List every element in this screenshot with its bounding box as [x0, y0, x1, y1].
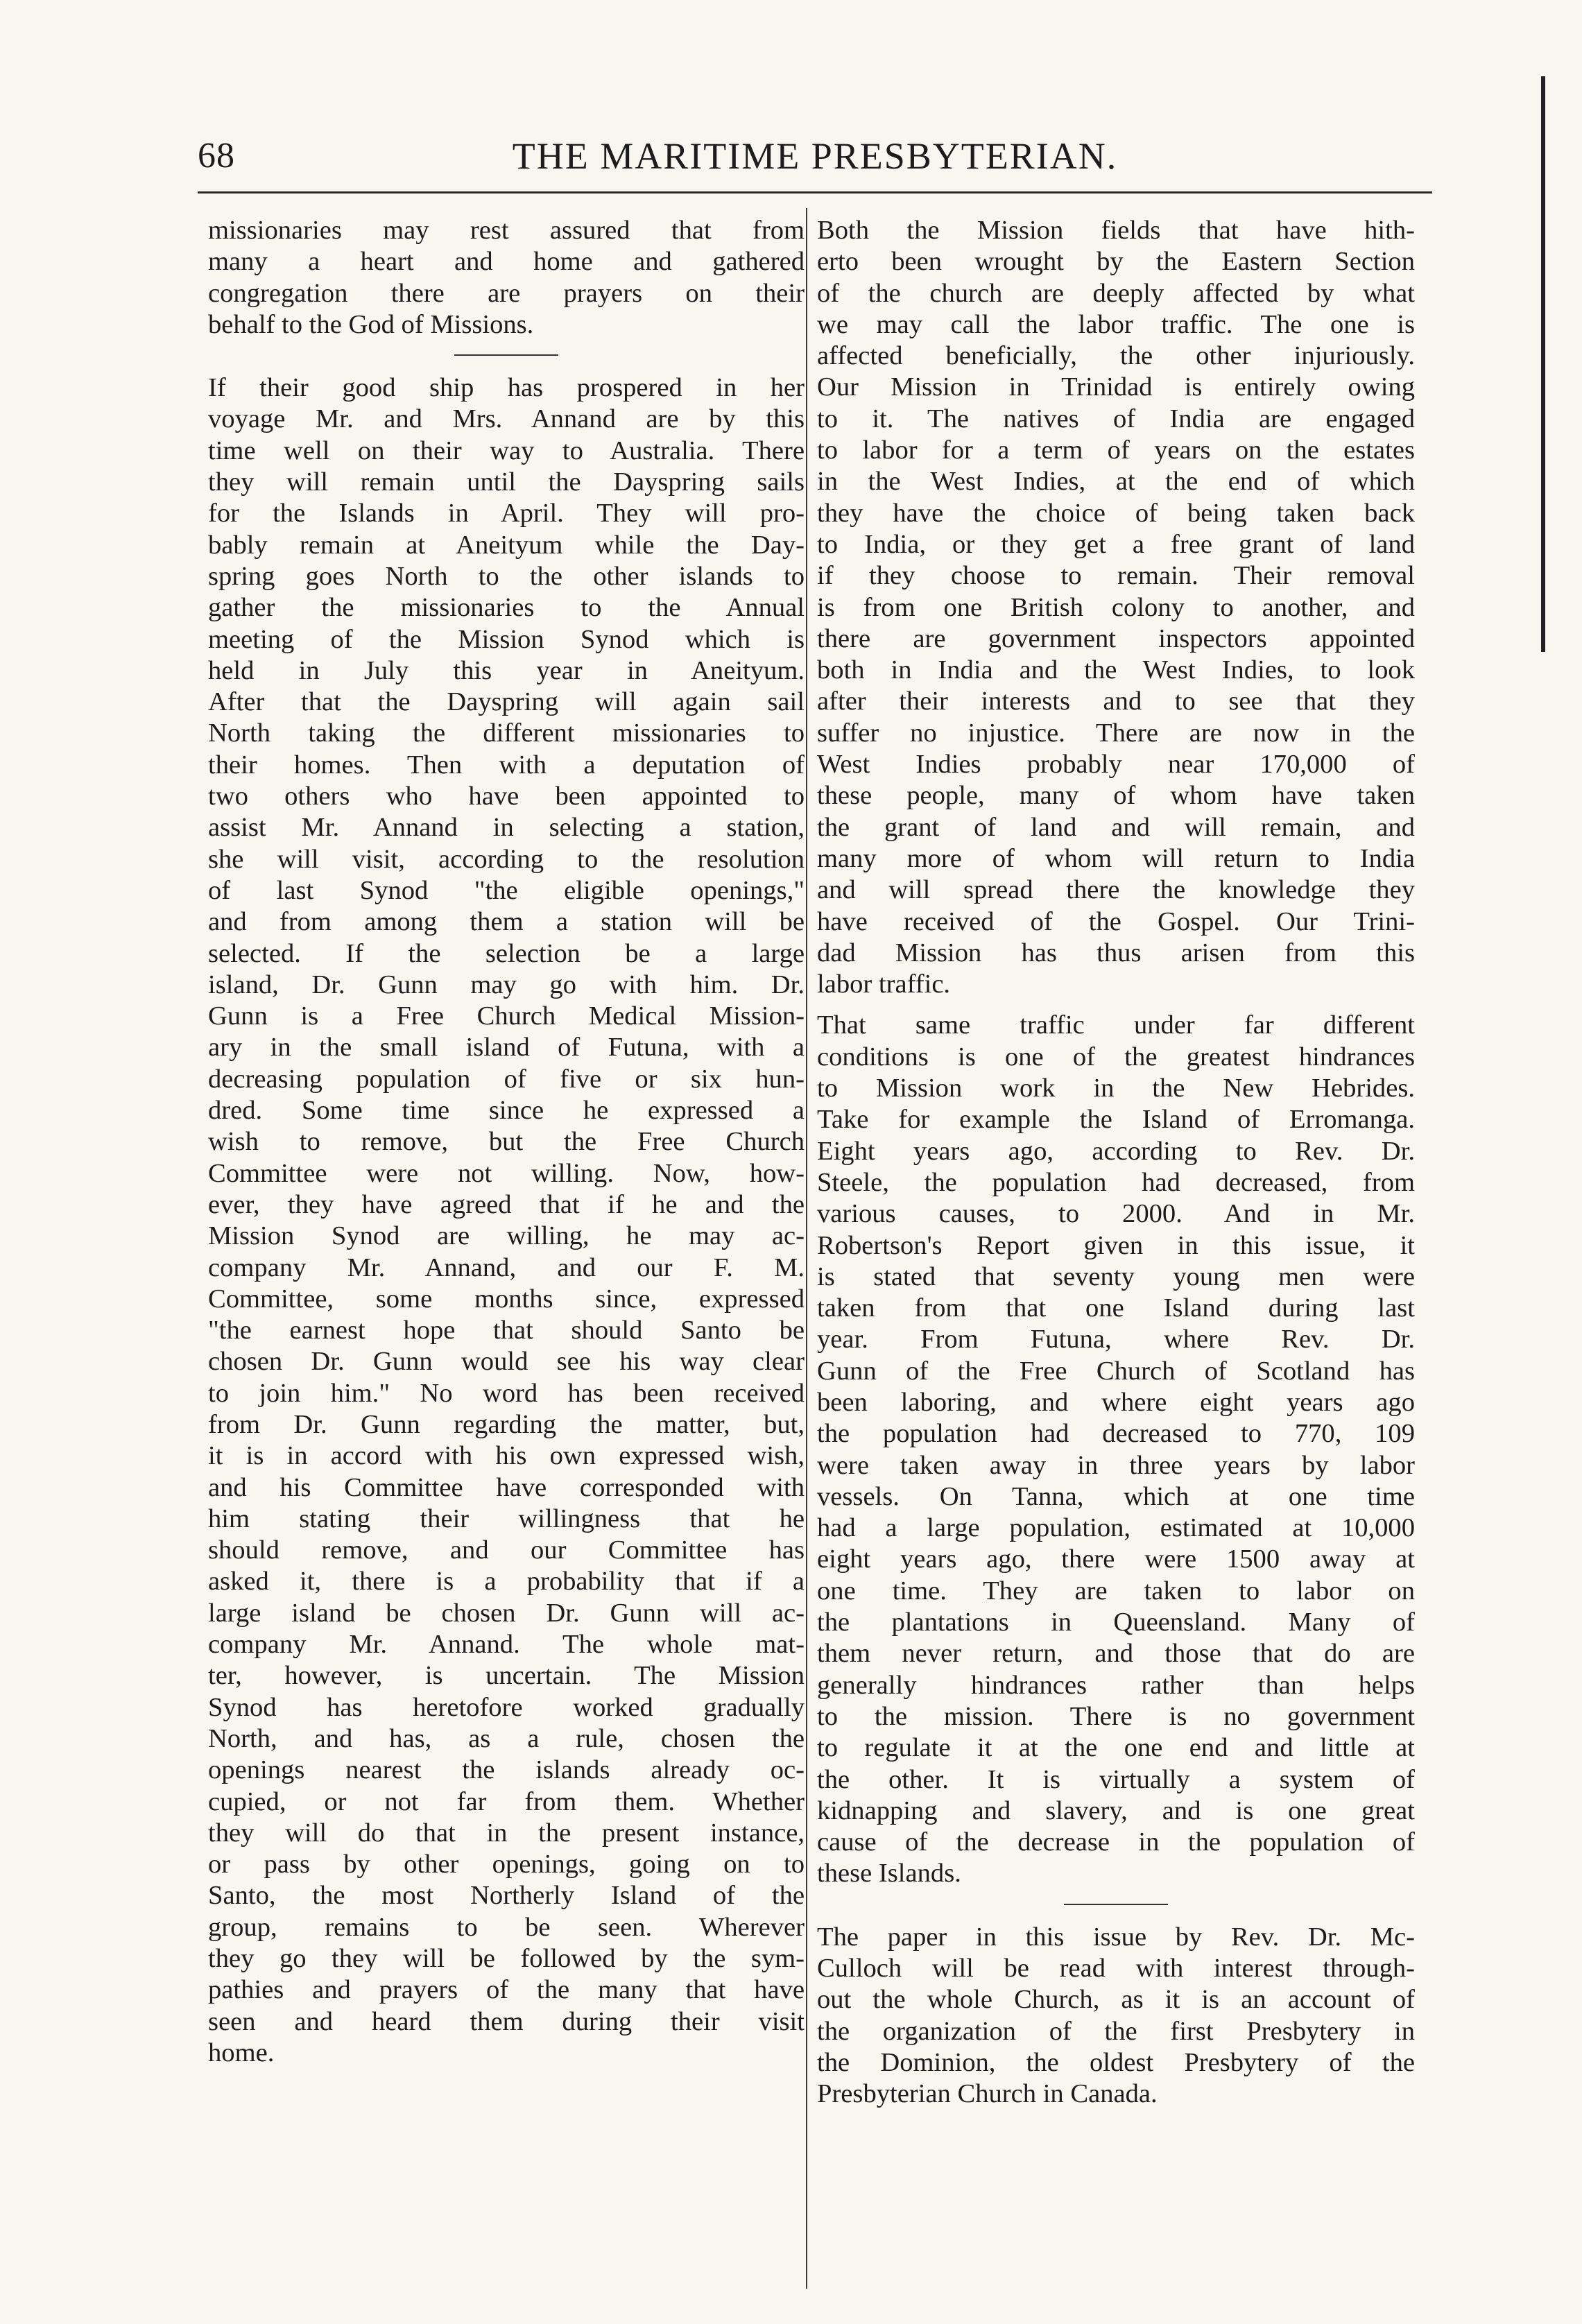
text-line: they have the choice of being taken back — [817, 498, 1415, 528]
paragraph-spacer — [817, 1000, 1415, 1010]
text-line: spring goes North to the other islands to — [208, 561, 805, 591]
section-separator — [454, 354, 558, 356]
text-line: for the Islands in April. They will pro- — [208, 499, 805, 528]
text-line: If their good ship has prospered in her — [208, 373, 805, 403]
text-line: erto been wrought by the Eastern Section — [817, 247, 1415, 277]
paragraph — [208, 215, 805, 341]
text-line: the plantations in Queensland. Many of — [817, 1608, 1415, 1637]
text-line: out the whole Church, as it is an account of — [817, 1985, 1415, 2015]
text-line: and his Committee have corresponded with — [208, 1472, 805, 1502]
text-line: bably remain at Aneityum while the Day- — [208, 530, 805, 560]
text-line: pathies and prayers of the many that have — [208, 1975, 805, 2005]
text-line: to join him." No word has been received — [208, 1378, 805, 1408]
text-line: we may call the labor traffic. The one is — [817, 309, 1415, 339]
page-number: 68 — [198, 136, 235, 175]
text-line: they will remain until the Dayspring sails — [208, 467, 805, 497]
paragraph — [817, 215, 1415, 1000]
text-line: large island be chosen Dr. Gunn will ac- — [208, 1598, 805, 1628]
text-line: seen and heard them during their visit — [208, 2006, 805, 2036]
text-line: congregation there are prayers on their — [208, 278, 805, 308]
text-line: Robertson's Report given in this issue, it — [817, 1230, 1415, 1260]
text-line: is from one British colony to another, and — [817, 592, 1415, 622]
text-line: and from among them a station will be — [208, 907, 805, 937]
text-line: one time. They are taken to labor on — [817, 1576, 1415, 1606]
paragraph — [208, 372, 805, 2069]
text-line: North taking the different missionaries to — [208, 718, 805, 748]
text-line: or pass by other openings, going on to — [208, 1850, 805, 1879]
text-line: eight years ago, there were 1500 away at — [817, 1544, 1415, 1574]
text-line: year. From Futuna, where Rev. Dr. — [817, 1325, 1415, 1354]
paragraph — [817, 1010, 1415, 1889]
text-line: to regulate it at the one end and little at — [817, 1733, 1415, 1763]
left-column — [208, 215, 805, 2069]
text-line: the population had decreased to 770, 109 — [817, 1419, 1415, 1449]
text-line: chosen Dr. Gunn would see his way clear — [208, 1347, 805, 1377]
right-column — [817, 215, 1415, 2110]
text-line: she will visit, according to the resolution — [208, 844, 805, 874]
text-line: to it. The natives of India are engaged — [817, 404, 1415, 433]
text-line: wish to remove, but the Free Church — [208, 1127, 805, 1157]
text-line: meeting of the Mission Synod which is — [208, 624, 805, 654]
text-line: Culloch will be read with interest through- — [817, 1954, 1415, 1983]
text-line: many more of whom will return to India — [817, 843, 1415, 873]
text-line: ever, they have agreed that if he and the — [208, 1189, 805, 1219]
text-line: labor traffic. — [817, 970, 951, 999]
text-line: Committee were not willing. Now, how- — [208, 1158, 805, 1188]
text-line: cause of the decrease in the population of — [817, 1827, 1415, 1857]
text-line: it is in accord with his own expressed wish, — [208, 1441, 805, 1471]
text-line: vessels. On Tanna, which at one time — [817, 1481, 1415, 1511]
text-line: they will do that in the present instance, — [208, 1818, 805, 1848]
text-line: to labor for a term of years on the estates — [817, 436, 1415, 465]
text-line: Eight years ago, according to Rev. Dr. — [817, 1136, 1415, 1166]
text-line: the grant of land and will remain, and — [817, 812, 1415, 842]
text-line: after their interests and to see that they — [817, 687, 1415, 716]
text-line: both in India and the West Indies, to look — [817, 655, 1415, 685]
text-line: from Dr. Gunn regarding the matter, but, — [208, 1409, 805, 1439]
text-line: is stated that seventy young men were — [817, 1262, 1415, 1291]
text-line: generally hindrances rather than helps — [817, 1670, 1415, 1700]
text-line: the organization of the first Presbytery in — [817, 2016, 1415, 2046]
text-line: there are government inspectors appointed — [817, 623, 1415, 653]
text-line: have received of the Gospel. Our Trini- — [817, 906, 1415, 936]
text-line: "the earnest hope that should Santo be — [208, 1316, 805, 1345]
paragraph — [817, 1922, 1415, 2110]
text-line: asked it, there is a probability that if a — [208, 1567, 805, 1596]
text-line: ary in the small island of Futuna, with a — [208, 1033, 805, 1062]
text-line: to Mission work in the New Hebrides. — [817, 1074, 1415, 1103]
text-line: to India, or they get a free grant of land — [817, 529, 1415, 559]
text-line: been laboring, and where eight years ago — [817, 1387, 1415, 1417]
text-line: company Mr. Annand, and our F. M. — [208, 1253, 805, 1282]
text-line: time well on their way to Australia. There — [208, 436, 805, 465]
text-line: to the mission. There is no government — [817, 1701, 1415, 1731]
text-line: openings nearest the islands already oc- — [208, 1755, 805, 1785]
text-line: conditions is one of the greatest hindrances — [817, 1042, 1415, 1071]
text-line: dred. Some time since he expressed a — [208, 1096, 805, 1126]
running-title: THE MARITIME PRESBYTERIAN. — [512, 135, 1118, 177]
text-line: decreasing population of five or six hun- — [208, 1064, 805, 1094]
section-separator — [1064, 1904, 1168, 1905]
text-line: of last Synod "the eligible openings," — [208, 875, 805, 905]
page-header — [198, 132, 1432, 180]
text-line: Both the Mission fields that have hith- — [817, 216, 1415, 245]
text-line: The paper in this issue by Rev. Dr. Mc- — [817, 1922, 1415, 1952]
text-line: Take for example the Island of Erromanga. — [817, 1105, 1415, 1135]
text-line: in the West Indies, at the end of which — [817, 467, 1415, 497]
text-line: affected beneficially, the other injuriously. — [817, 341, 1415, 371]
text-line: should remove, and our Committee has — [208, 1535, 805, 1565]
text-line: Gunn of the Free Church of Scotland has — [817, 1356, 1415, 1386]
page-edge-mark — [1541, 76, 1545, 652]
text-line: Steele, the population had decreased, from — [817, 1167, 1415, 1197]
text-line: Committee, some months since, expressed — [208, 1284, 805, 1314]
text-line: behalf to the God of Missions. — [208, 309, 534, 339]
text-line: of the church are deeply affected by what — [817, 278, 1415, 308]
text-line: North, and has, as a rule, chosen the — [208, 1723, 805, 1753]
text-line: gather the missionaries to the Annual — [208, 593, 805, 623]
text-line: company Mr. Annand. The whole mat- — [208, 1630, 805, 1660]
text-line: voyage Mr. and Mrs. Annand are by this — [208, 404, 805, 434]
text-line: Mission Synod are willing, he may ac- — [208, 1221, 805, 1251]
column-divider — [806, 208, 807, 2289]
text-line: him stating their willingness that he — [208, 1504, 805, 1533]
text-line: After that the Dayspring will again sail — [208, 687, 805, 717]
text-line: Gunn is a Free Church Medical Mission- — [208, 1001, 805, 1031]
text-line: dad Mission has thus arisen from this — [817, 938, 1415, 967]
text-line: their homes. Then with a deputation of — [208, 750, 805, 780]
text-line: suffer no injustice. There are now in the — [817, 718, 1415, 748]
text-line: these Islands. — [817, 1859, 961, 1888]
text-line: Santo, the most Northerly Island of the — [208, 1881, 805, 1911]
text-line: Our Mission in Trinidad is entirely owing — [817, 372, 1415, 402]
text-line: had a large population, estimated at 10,000 — [817, 1513, 1415, 1543]
text-line: ter, however, is uncertain. The Mission — [208, 1661, 805, 1691]
text-line: various causes, to 2000. And in Mr. — [817, 1199, 1415, 1229]
text-line: the other. It is virtually a system of — [817, 1764, 1415, 1794]
text-line: assist Mr. Annand in selecting a station, — [208, 813, 805, 843]
text-line: the Dominion, the oldest Presbytery of the — [817, 2047, 1415, 2077]
text-line: kidnapping and slavery, and is one great — [817, 1796, 1415, 1825]
text-line: and will spread there the knowledge they — [817, 875, 1415, 905]
text-line: them never return, and those that do are — [817, 1639, 1415, 1669]
text-line: two others who have been appointed to — [208, 782, 805, 811]
text-line: West Indies probably near 170,000 of — [817, 750, 1415, 780]
text-line: Synod has heretofore worked gradually — [208, 1692, 805, 1722]
text-line: home. — [208, 2038, 275, 2067]
text-line: if they choose to remain. Their removal — [817, 561, 1415, 591]
text-line: held in July this year in Aneityum. — [208, 655, 805, 685]
text-line: were taken away in three years by labor — [817, 1450, 1415, 1480]
text-line: many a heart and home and gathered — [208, 247, 805, 277]
text-line: cupied, or not far from them. Whether — [208, 1787, 805, 1816]
text-line: missionaries may rest assured that from — [208, 216, 805, 245]
header-rule — [198, 191, 1432, 193]
text-line: they go they will be followed by the sym- — [208, 1944, 805, 1974]
text-line: these people, many of whom have taken — [817, 781, 1415, 811]
text-line: group, remains to be seen. Wherever — [208, 1912, 805, 1942]
text-line: island, Dr. Gunn may go with him. Dr. — [208, 970, 805, 999]
text-line: taken from that one Island during last — [817, 1293, 1415, 1323]
text-line: That same traffic under far different — [817, 1010, 1415, 1040]
text-line: selected. If the selection be a large — [208, 938, 805, 968]
text-line: Presbyterian Church in Canada. — [817, 2079, 1158, 2109]
